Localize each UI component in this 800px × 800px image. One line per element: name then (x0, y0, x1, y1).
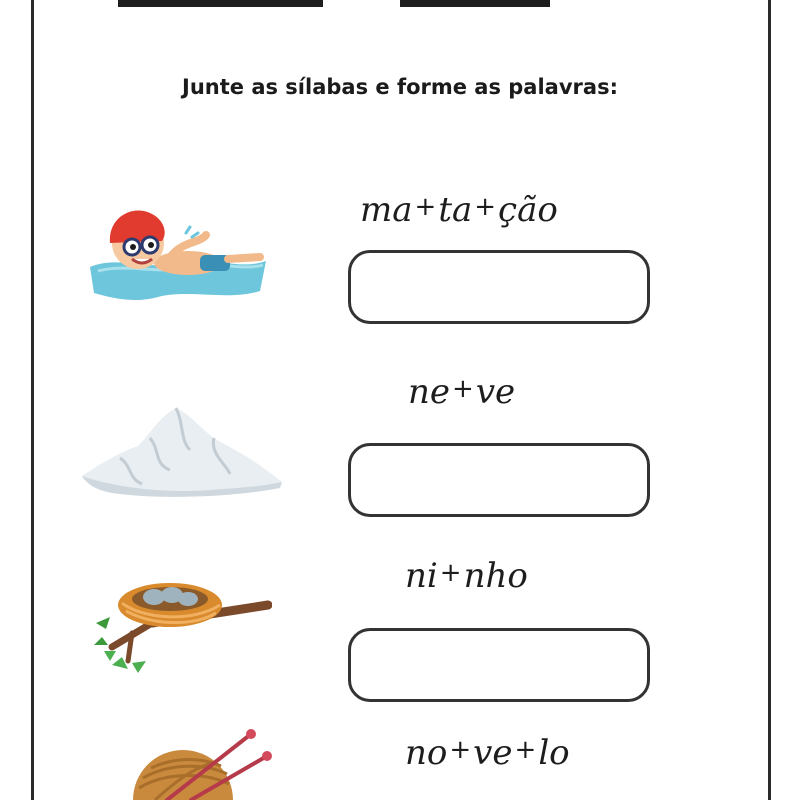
cropped-header-mark (400, 0, 550, 7)
swimmer-illustration (88, 205, 268, 315)
yarn-ball-illustration (125, 722, 275, 800)
plus-sign: + (439, 558, 462, 588)
plus-sign: + (452, 374, 474, 404)
syllable: ve (475, 372, 516, 412)
plus-sign: + (449, 735, 472, 765)
bird-nest-illustration (92, 575, 272, 675)
answer-box-3[interactable] (348, 628, 650, 702)
syllable: ma (360, 190, 413, 230)
syllable: nho (463, 556, 528, 596)
plus-sign: + (514, 735, 537, 765)
syllable-group-2 (408, 372, 515, 412)
syllable: lo (538, 733, 570, 773)
plus-sign: + (414, 192, 437, 222)
answer-box-2[interactable] (348, 443, 650, 517)
syllable: no (405, 733, 448, 773)
syllable-group-1 (360, 190, 558, 230)
syllable: ve (473, 733, 513, 773)
syllable: ção (498, 190, 558, 230)
plus-sign: + (474, 192, 497, 222)
syllable: ni (405, 556, 438, 596)
snow-mountain-illustration (80, 404, 285, 499)
syllable-group-3 (405, 556, 528, 596)
syllable: ne (408, 372, 451, 412)
instruction-heading: Junte as sílabas e forme as palavras: (182, 75, 618, 99)
answer-box-1[interactable] (348, 250, 650, 324)
cropped-header-mark (118, 0, 323, 7)
syllable-group-4 (405, 733, 570, 773)
syllable: ta (438, 190, 473, 230)
page-border-right (768, 0, 771, 800)
page-border-left (31, 0, 34, 800)
